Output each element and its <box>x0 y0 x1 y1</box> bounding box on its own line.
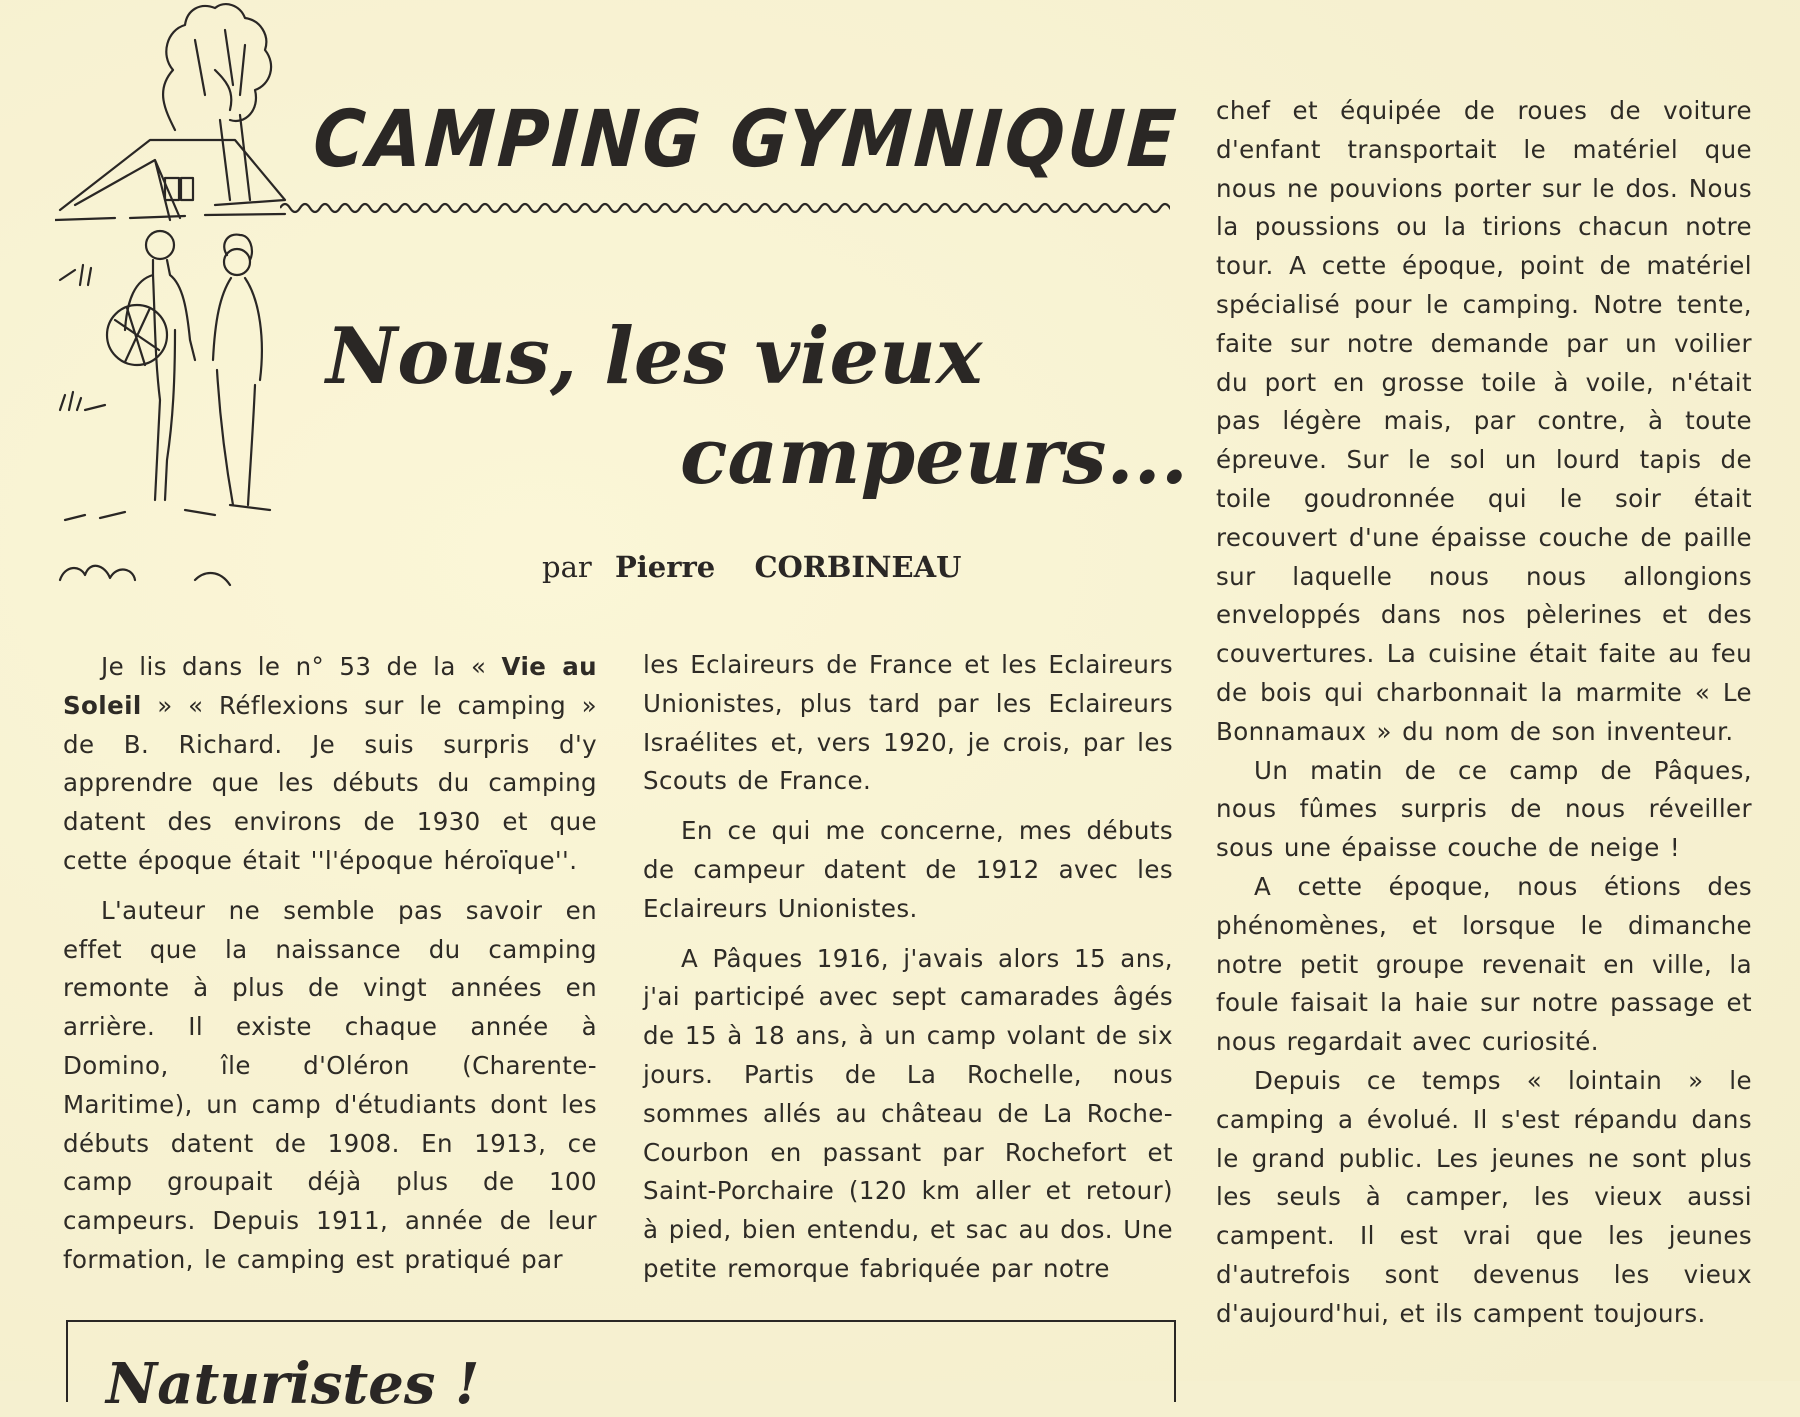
wavy-divider <box>280 200 1170 216</box>
paragraph: A Pâques 1916, j'avais alors 15 ans, j'ai participé avec sept camarades âgés de 15 à 18 ans, à un camp volant de six jours. Partis de La Rochelle, nous sommes allés au château de La Roche-Courbon en passant par Rochefort et Saint-Porchaire (120 km aller et retour) à pied, bien entendu, et sac au dos. Une petite remorque fabriquée par notre <box>643 943 1173 1283</box>
text-run: » « Réflexions sur le camping » de B. Richard. Je suis surpris d'y apprendre que les débuts du camping datent des environs de 1930 et que cette époque était ''l'époque héroïque''. <box>63 690 597 875</box>
paragraph: les Eclaireurs de France et les Eclaireurs Unionistes, plus tard par les Eclaireurs Israélites et, vers 1920, je crois, par les Scouts de France. <box>643 650 1173 796</box>
camping-illustration <box>55 0 305 600</box>
paragraph: chef et équipée de roues de voiture d'enfant transportait le matériel que nous ne pouvions porter sur le dos. Nous la poussions ou la tirions chacun notre tour. A cette époque, point de matériel spécialisé pour le camping. Notre tente, faite sur notre demande par un voilier du port en grosse toile à voile, n'était pas légère mais, par contre, à toute épreuve. Sur le sol un lourd tapis de toile goudronnée qui le soir était recouvert d'une épaisse couche de paille sur laquelle nous nous allongions enveloppés dans nos pèlerines et des couvertures. La cuisine était faite au feu de bois qui charbonnait la marmite « Le Bonnamaux » du nom de son inventeur. <box>1216 96 1752 746</box>
tree-icon <box>163 4 271 200</box>
naturistes-box <box>66 1320 1176 1417</box>
byline <box>542 550 961 584</box>
text-run: Je lis dans le n° 53 de la « <box>101 652 502 681</box>
author-last-name: CORBINEAU <box>754 550 962 584</box>
paragraph: L'auteur ne semble pas savoir en effet que la naissance du camping remonte à plus de vingt années en arrière. Il existe chaque année à Domino, île d'Oléron (Charente-Maritime), un camp d'étudiants dont les débuts datent de 1908. En 1913, ce camp groupait déjà plus de 100 campeurs. Depuis 1911, année de leur formation, le camping est pratiqué par <box>63 895 597 1274</box>
beach-ball-icon <box>107 305 167 365</box>
woman-figure <box>213 235 262 505</box>
column-right <box>1216 92 1752 1334</box>
paragraph: En ce qui me concerne, mes débuts de campeur datent de 1912 avec les Eclaireurs Unionistes. <box>643 816 1173 923</box>
paragraph <box>63 648 597 881</box>
column-middle <box>643 646 1173 1300</box>
paragraph: A cette époque, nous étions des phénomènes, et lorsque le dimanche notre petit groupe revenait en ville, la foule faisait la haie sur notre passage et nous regardait avec curiosité. <box>1216 871 1752 1057</box>
column-left <box>63 648 597 1291</box>
box-title: Naturistes ! <box>106 1351 480 1417</box>
tent-icon <box>55 140 285 220</box>
ground-plants <box>60 265 270 585</box>
headline-line-2: campeurs... <box>680 411 1188 502</box>
author-first-name: Pierre <box>614 550 716 584</box>
paragraph: Un matin de ce camp de Pâques, nous fûmes surpris de nous réveiller sous une épaisse couche de neige ! <box>1216 755 1752 863</box>
headline-line-1: Nous, les vieux <box>326 311 983 402</box>
byline-prefix: par <box>542 550 592 584</box>
section-title: CAMPING GYMNIQUE <box>310 93 1182 186</box>
magazine-name: Vie au Soleil <box>63 652 598 720</box>
paragraph: Depuis ce temps « lointain » le camping a évolué. Il s'est répandu dans le grand public. Les jeunes ne sont plus les seuls à camper, les vieux aussi campent. Il est vrai que les jeunes d'autrefois sont devenus les vieux d'aujourd'hui, et ils campent toujours. <box>1216 1065 1752 1328</box>
